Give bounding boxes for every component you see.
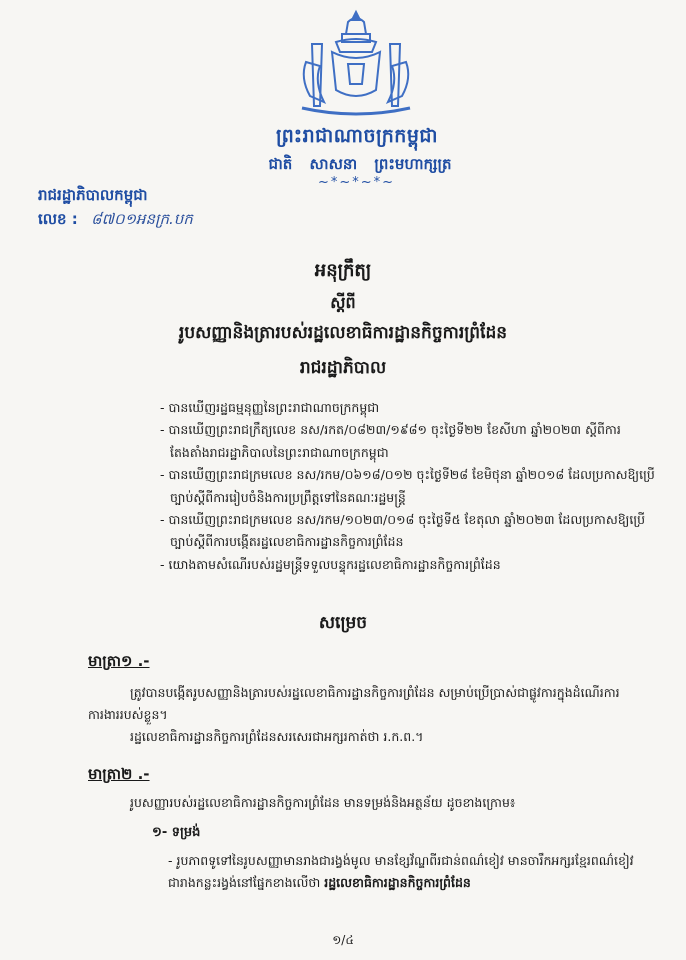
preamble-item: - យោងតាមសំណើរបស់រដ្ឋមន្ត្រីទទួលបន្ទុករដ្ឋលេខាធិការដ្ឋានកិច្ចការព្រំដែន	[160, 556, 501, 572]
document-subject: រូបសញ្ញានិងត្រារបស់រដ្ឋលេខាធិការដ្ឋានកិច្ចការព្រំដែន	[178, 323, 508, 343]
shape-description-bold: រដ្ឋលេខាធិការដ្ឋានកិច្ចការព្រំដែន	[324, 875, 471, 890]
reference-label: លេខ :	[38, 210, 78, 228]
article-2-title: មាត្រា២ .-	[88, 765, 150, 783]
shape-description-text: - រូបភាពទូទៅនៃរូបសញ្ញាមានរាងជារង្វង់មូល មានខ្សែវ័ណ្ឌពីរជាន់ពណ៌ខៀវ មានចារឹកអក្សរខ្មែរពណ៌ខៀវ ជារាងកន្លះរង្វង់នៅផ្នែកខាងលើថា	[168, 853, 634, 890]
preamble-item: - បានឃើញព្រះរាជក្រមលេខ នស/រកម/១០២៣/០១៨ ចុះថ្ងៃទី៥ ខែតុលា ឆ្នាំ២០២៣ ដែលប្រកាសឱ្យប្រើច្បាប់ស្តីពីការបង្កើតរដ្ឋលេខាធិការដ្ឋានកិច្ចការព្រំដែន	[160, 512, 646, 550]
national-motto: ជាតិ សាសនា ព្រះមហាក្សត្រ	[268, 155, 452, 173]
article-1-title: មាត្រា១ .-	[88, 652, 150, 670]
preamble-item: - បានឃើញព្រះរាជក្រឹត្យលេខ នស/រកត/០៨២៣/១៩៨១ ចុះថ្ងៃទី២២ ខែសីហា ឆ្នាំ២០២៣ ស្តីពីការតែងតាំងរាជរដ្ឋាភិបាលនៃព្រះរាជាណាចក្រកម្ពុជា	[160, 422, 621, 460]
article-1-paragraph: ត្រូវបានបង្កើតរូបសញ្ញានិងត្រារបស់រដ្ឋលេខាធិការដ្ឋានកិច្ចការព្រំដែន សម្រាប់ប្រើប្រាស់ជាផ្លូវការក្នុងដំណើរការការងាររបស់ខ្លួន។	[88, 685, 620, 722]
page-number: ១/៤	[332, 933, 354, 947]
article-2-intro: រូបសញ្ញារបស់រដ្ឋលេខាធិការដ្ឋានកិច្ចការព្រំដែន មានទម្រង់និងអត្ថន័យ ដូចខាងក្រោម៖	[130, 795, 516, 810]
decision-heading: សម្រេច	[318, 613, 368, 633]
article-1-body	[88, 682, 648, 748]
kingdom-title: ព្រះរាជាណាចក្រកម្ពុជា	[276, 125, 438, 147]
preamble-list	[160, 397, 660, 576]
section-shape-title: ១- ទម្រង់	[152, 825, 201, 840]
preamble-item: - បានឃើញព្រះរាជក្រមលេខ នស/រកម/០៦១៨/០១២ ចុះថ្ងៃទី២៨ ខែមិថុនា ឆ្នាំ២០១៨ ដែលប្រកាសឱ្យប្រើច្បាប់ស្តីពីការរៀបចំនិងការប្រព្រឹត្តទៅនៃគណៈរដ្ឋមន្ត្រី	[160, 467, 655, 505]
article-1-paragraph: រដ្ឋលេខាធិការដ្ឋានកិច្ចការព្រំដែនសរសេរជាអក្សរកាត់ថា រ.ក.ព.។	[130, 729, 424, 744]
about-label: ស្តីពី	[330, 293, 356, 312]
motto-ornament: ~*~*~*~	[318, 175, 396, 190]
document-type: អនុក្រឹត្យ	[314, 260, 372, 281]
shape-description	[168, 850, 648, 894]
royal-emblem-icon	[292, 8, 420, 118]
issuer: រាជរដ្ឋាភិបាល	[299, 358, 387, 378]
preamble-item: - បានឃើញរដ្ឋធម្មនុញ្ញនៃព្រះរាជាណាចក្រកម្ពុជា	[160, 400, 380, 415]
reference-number	[38, 210, 193, 232]
government-name: រាជរដ្ឋាភិបាលកម្ពុជា	[38, 186, 148, 204]
reference-value: ៨៧០១អនក្រ.បក	[91, 210, 193, 228]
